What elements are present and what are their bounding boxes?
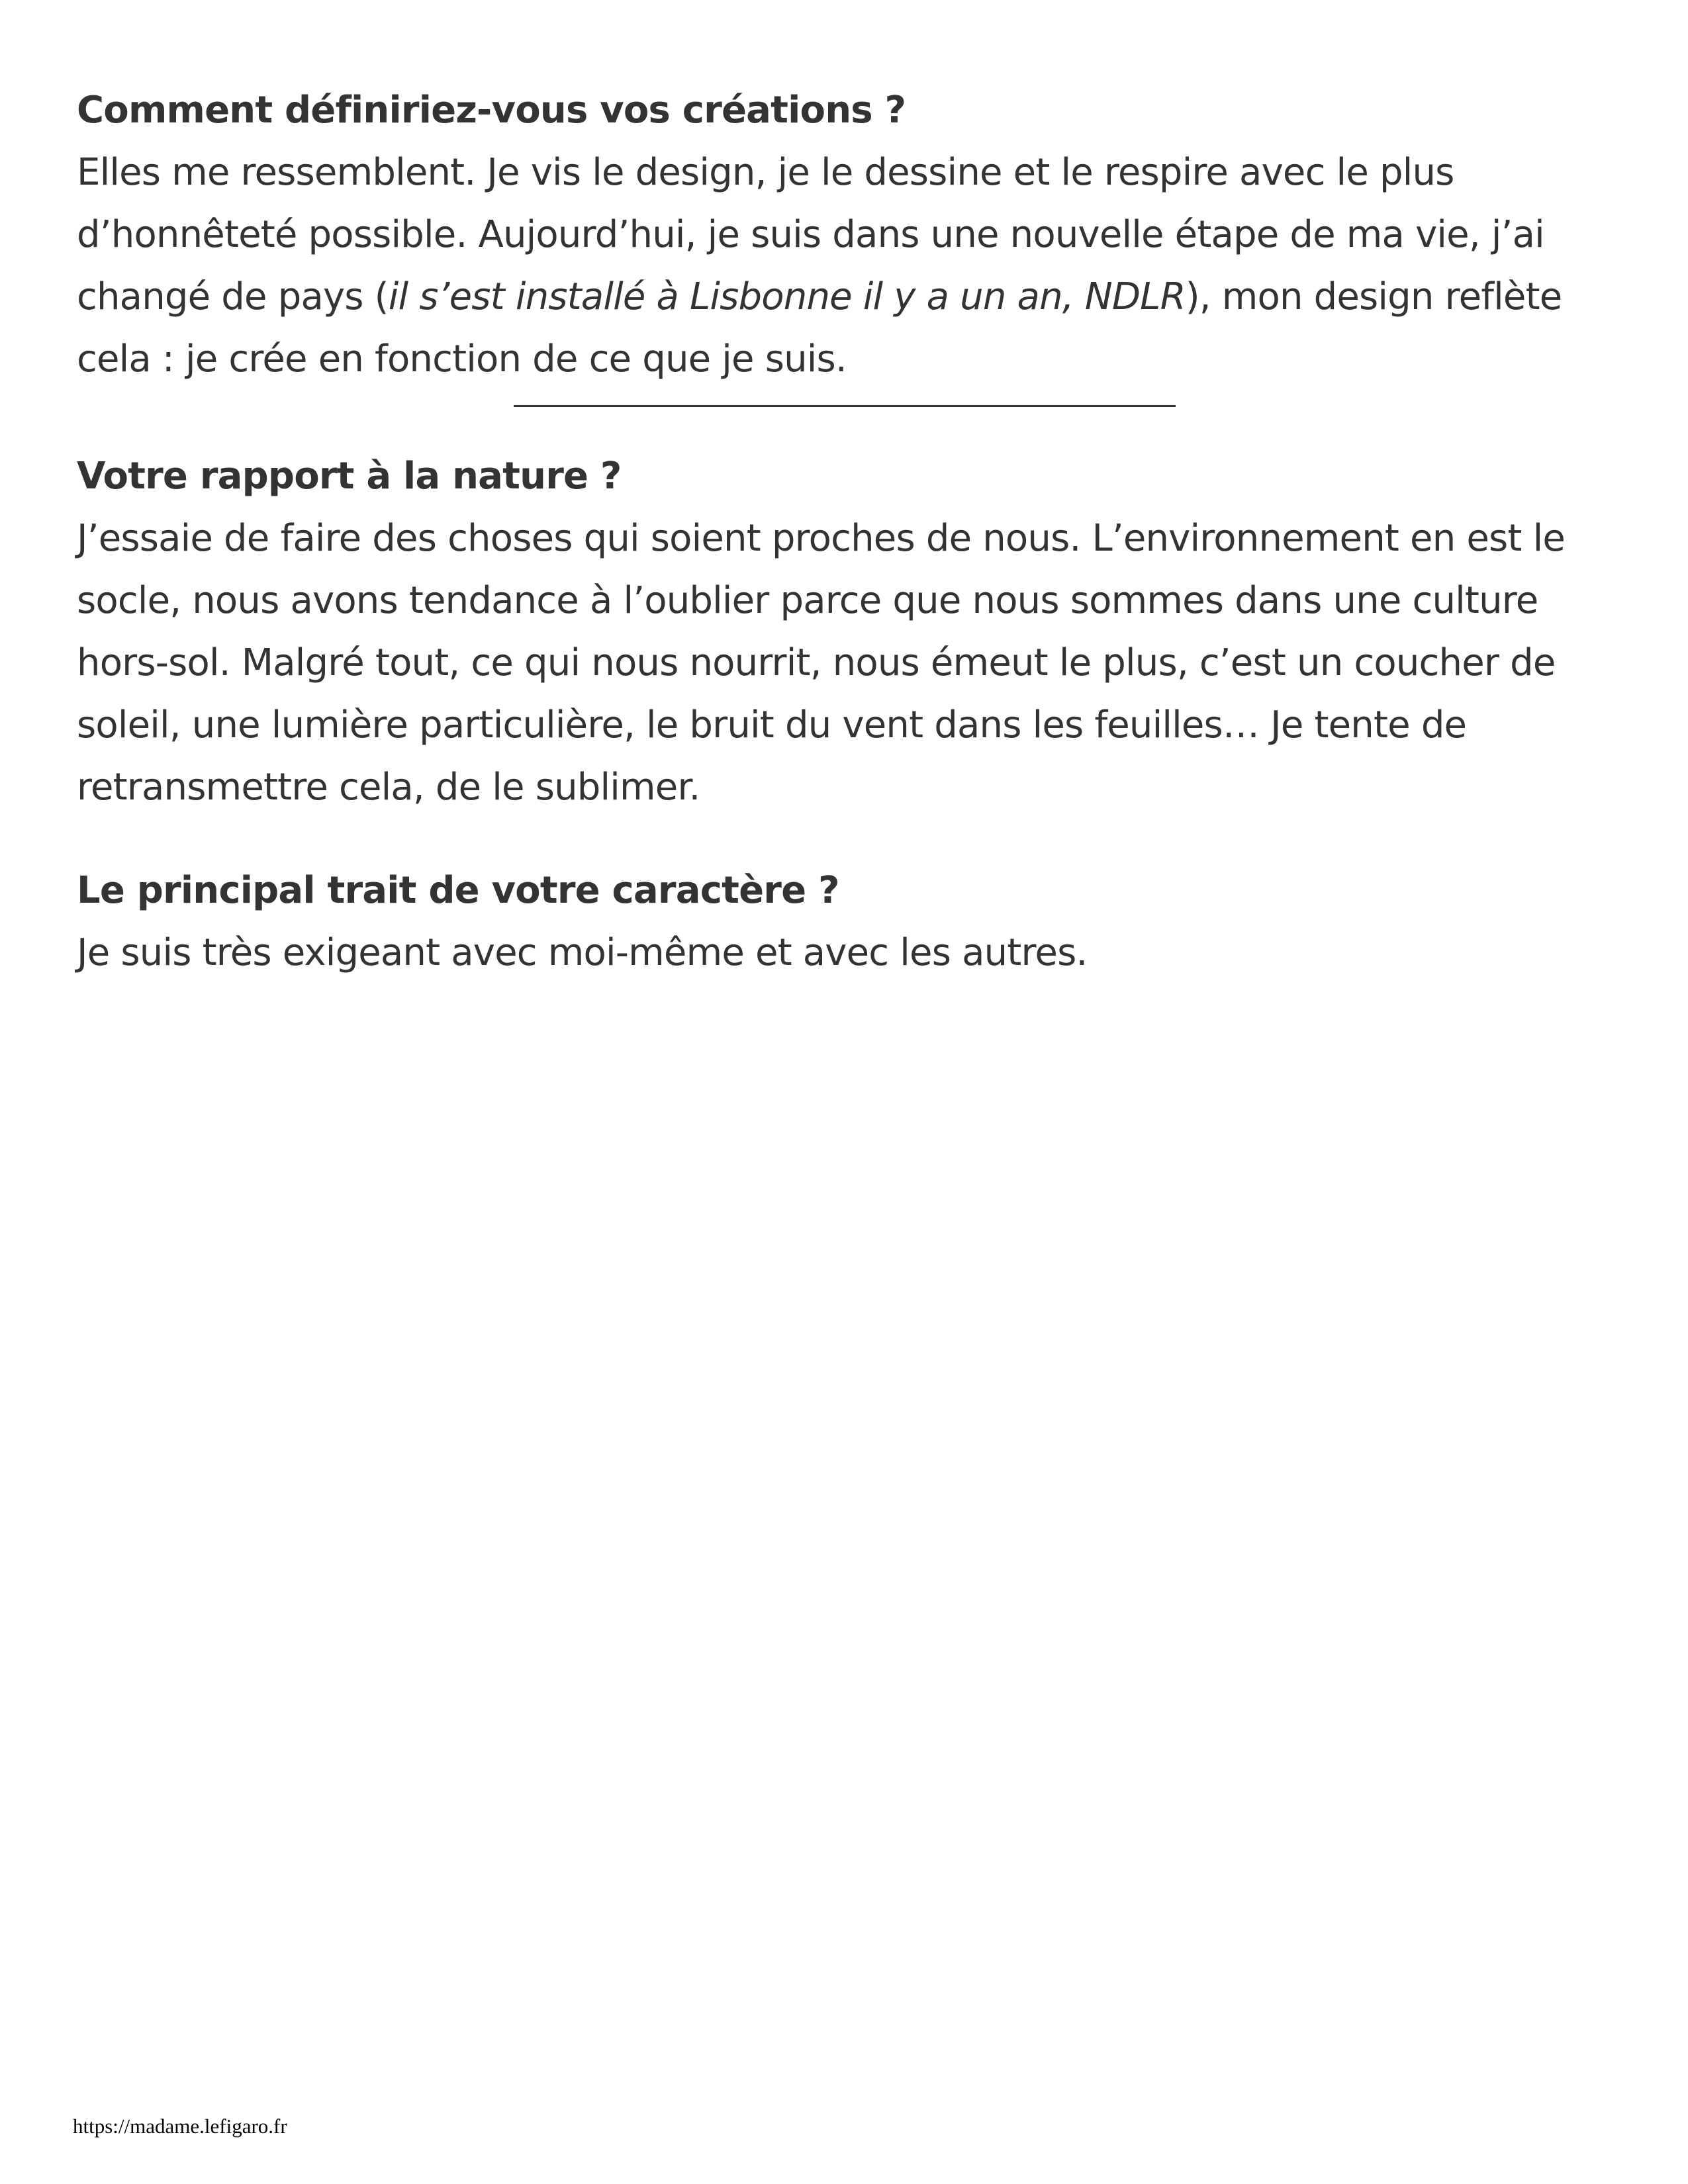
article-body	[77, 79, 1619, 984]
answer-text: Elles me ressemblent. Je vis le design, je le dessine et le respire avec le plus d’honnêteté possible. Aujourd’hui, je suis dans une nouvelle étape de ma vie, j’ai changé de pays (	[77, 151, 1544, 318]
qa-section-creations	[77, 79, 1619, 390]
answer-paragraph	[77, 142, 1619, 390]
qa-section-character	[77, 860, 1619, 984]
qa-section-nature	[77, 445, 1619, 819]
answer-text: ), mon design reflète cela : je crée en fonction de ce que je suis.	[77, 275, 1562, 381]
source-url: https://madame.lefigaro.fr	[73, 2115, 287, 2138]
question-heading: Comment définiriez-vous vos créations ?	[77, 89, 906, 132]
answer-paragraph: J’essaie de faire des choses qui soient proches de nous. L’environnement en est le socle, nous avons tendance à l’oublier parce que nous sommes dans une culture hors-sol. Malgré tout, ce qui nous nourrit, nous émeut le plus, c’est un coucher de soleil, une lumière particulière, le bruit du vent dans les feuilles… Je tente de retransmettre cela, de le sublimer.	[77, 517, 1565, 809]
answer-paragraph: Je suis très exigeant avec moi-même et avec les autres.	[77, 931, 1088, 974]
question-heading: Votre rapport à la nature ?	[77, 455, 622, 498]
editor-note: il s’est installé à Lisbonne il y a un an, NDLR	[388, 275, 1186, 318]
section-divider	[514, 405, 1176, 407]
question-heading: Le principal trait de votre caractère ?	[77, 869, 839, 912]
